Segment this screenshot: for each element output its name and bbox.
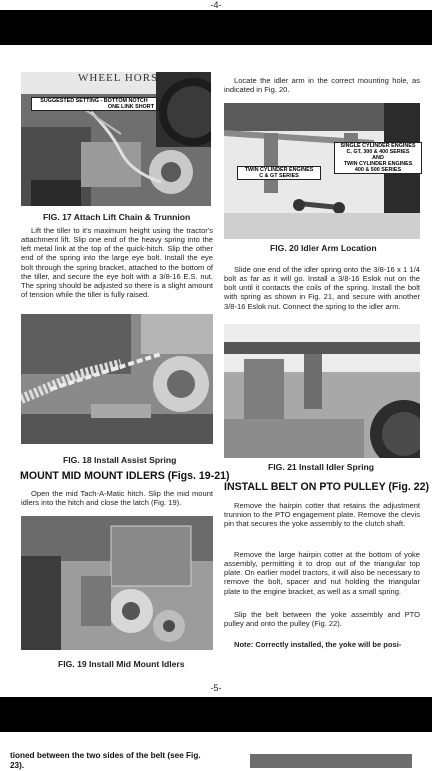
fig20-label-single-line5: 400 & 500 SERIES xyxy=(354,167,402,173)
right-paragraph-2 xyxy=(224,501,420,528)
fig19-caption: FIG. 19 Install Mid Mount Idlers xyxy=(58,659,185,669)
right-paragraph-2-text: Remove the hairpin cotter that retains the adjustment trunnion to the PTO engagement plate. Remove the clevis pin that secures the yoke assembly to the clutch shaft. xyxy=(224,501,420,529)
fig18-caption: FIG. 18 Install Assist Spring xyxy=(63,455,177,465)
fig20-label-twin xyxy=(237,166,321,180)
page-divider-band-bottom xyxy=(0,697,432,732)
fig21-caption: FIG. 21 Install Idler Spring xyxy=(268,462,375,472)
next-page-line1: tioned between the two sides of the belt (see Fig. xyxy=(10,751,201,760)
fig17-label xyxy=(31,97,157,111)
next-page-photo xyxy=(250,754,412,768)
right-note xyxy=(224,640,420,649)
fig20-label-twin-line2: C & GT SERIES xyxy=(259,173,299,179)
right-intro-text: Locate the idler arm in the correct mounting hole, as indicated in Fig. 20. xyxy=(224,76,420,95)
page-divider-band-top xyxy=(0,10,432,45)
right-paragraph-3 xyxy=(224,550,420,596)
left-paragraph-2-text: Open the mid Tach-A-Matic hitch. Slip the mid mount idlers into the hitch and close the latch (Fig. 19). xyxy=(21,489,213,508)
next-page-line2: 23). xyxy=(10,761,25,770)
next-page-text xyxy=(10,751,225,771)
fig20-label-single xyxy=(334,142,422,174)
fig17-label-line1: SUGGESTED SETTING - BOTTOM NOTCH xyxy=(40,98,148,104)
right-paragraph-4-text: Slip the belt between the yoke assembly and PTO pulley and onto the pulley (Fig. 22). xyxy=(224,610,420,629)
fig18-photo xyxy=(21,314,213,444)
fig20-label-single-line2: C, GT, 300 & 400 SERIES xyxy=(346,149,410,155)
left-heading: MOUNT MID MOUNT IDLERS (Figs. 19-21) xyxy=(20,470,230,482)
page-number-top: -4- xyxy=(210,0,222,10)
right-paragraph-1-text: Slide one end of the idler spring onto the 3/8-16 x 1 1/4 bolt as far as it will go. Install a 3/8-16 Eslok nut on the bolt until it contacts the coils of the spring. Install the bolt with spring as shown in Fig. 21, and secure with another 3/8-16 Eslok nut. Connect the spring to the idler arm. xyxy=(224,265,420,311)
right-note-text: Note: Correctly installed, the yoke will be posi- xyxy=(234,640,402,649)
fig20-label-twin-line1: TWIN CYLINDER ENGINES xyxy=(244,167,314,173)
left-paragraph-2 xyxy=(21,489,213,507)
fig19-photo xyxy=(21,516,213,650)
fig20-label-single-line1: SINGLE CYLINDER ENGINES xyxy=(340,143,416,149)
fig21-photo xyxy=(224,324,420,458)
fig20-label-single-line4: TWIN CYLINDER ENGINES xyxy=(343,161,413,167)
fig17-caption: FIG. 17 Attach Lift Chain & Trunnion xyxy=(43,212,191,222)
right-intro xyxy=(224,76,420,94)
fig17-brand: WHEEL HORSE xyxy=(78,72,166,84)
right-paragraph-4 xyxy=(224,610,420,628)
page-number-bottom: -5- xyxy=(210,683,222,693)
right-heading: INSTALL BELT ON PTO PULLEY (Fig. 22) xyxy=(224,481,430,493)
left-paragraph-1-text: Lift the tiller to it's maximum height using the tractor's attachment lift. Slip one end of the heavy spring into the left metal link at the top of the quick-hitch. Slip the other end of the spring into the large eye bolt. Install the eye bolt through the spring bracket, attached to the bottom of the tiller, and secure the eye bolt with a 3/8-16 E.S. nut. The spring should be adjusted so there is a slight amount of tension while the tiller is fully raised. xyxy=(21,226,213,300)
fig20-label-single-line3: AND xyxy=(372,155,384,161)
right-paragraph-1 xyxy=(224,265,420,311)
fig17-label-line2: ONE LINK SHORT xyxy=(107,104,154,110)
left-paragraph-1 xyxy=(21,226,213,299)
right-paragraph-3-text: Remove the large hairpin cotter at the bottom of yoke assembly, permitting it to drop out of the triangular top plate. On earlier model tractors, it will also be necessary to remove the bolt, spacer and nut holding the triangular plate to the engine bracket, as well as a small spring. xyxy=(224,550,420,596)
fig20-caption: FIG. 20 Idler Arm Location xyxy=(270,243,377,253)
fig17-photo xyxy=(21,72,211,206)
